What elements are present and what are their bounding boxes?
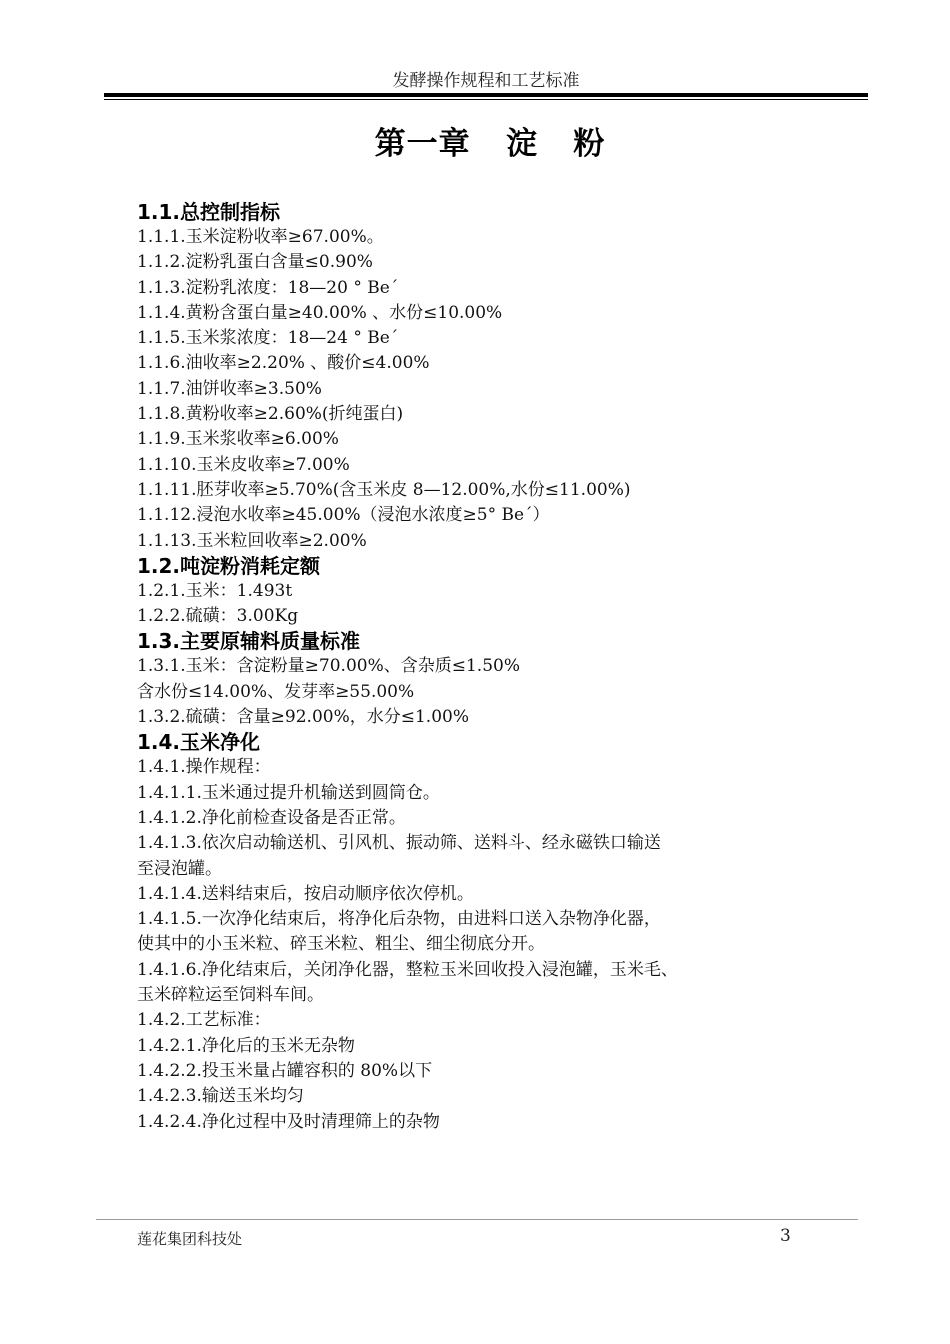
body-line: 1.4.1.6.净化结束后，关闭净化器，整粒玉米回收投入浸泡罐，玉米毛、 — [137, 959, 678, 980]
body-line: 1.4.1.3.依次启动输送机、引风机、振动筛、送料斗、经永磁铁口输送 — [137, 833, 661, 854]
body-line: 1.4.1.操作规程： — [137, 757, 271, 778]
footer-organization: 莲花集团科技处 — [137, 1230, 243, 1248]
body-line: 1.1.10.玉米皮收率≥7.00% — [137, 454, 350, 475]
body-line: 1.1.3.淀粉乳浓度：18—20 ° Be´ — [137, 277, 399, 298]
body-line: 1.4.2.4.净化过程中及时清理筛上的杂物 — [137, 1111, 440, 1132]
section-heading: 1.4.玉米净化 — [137, 730, 261, 755]
chapter-title: 第一章 淀 粉 — [374, 126, 606, 162]
body-line: 1.1.12.浸泡水收率≥45.00%（浸泡水浓度≥5° Be´） — [137, 505, 550, 526]
footer-rule — [96, 1219, 858, 1220]
section-heading: 1.1.总控制指标 — [137, 200, 281, 224]
body-line: 1.2.2.硫磺：3.00Kg — [137, 606, 299, 627]
body-line: 1.1.6.油收率≥2.20% 、酸价≤4.00% — [137, 353, 430, 374]
body-line: 1.4.2.2.投玉米量占罐容积的 80%以下 — [137, 1060, 433, 1081]
body-line: 含水份≤14.00%、发芽率≥55.00% — [137, 681, 415, 702]
body-line: 1.4.1.4.送料结束后，按启动顺序依次停机。 — [137, 883, 474, 904]
body-line: 1.3.1.玉米：含淀粉量≥70.00%、含杂质≤1.50% — [137, 656, 520, 677]
running-header: 发酵操作规程和工艺标准 — [392, 71, 580, 91]
body-line: 1.2.1.玉米：1.493t — [137, 580, 293, 601]
body-line: 1.1.4.黄粉含蛋白量≥40.00% 、水份≤10.00% — [137, 302, 503, 323]
body-line: 1.4.2.1.净化后的玉米无杂物 — [137, 1035, 355, 1056]
body-line: 1.4.2.工艺标准： — [137, 1010, 271, 1031]
document-body — [137, 200, 857, 1135]
header-rule — [104, 93, 868, 97]
section-heading: 1.3.主要原辅料质量标准 — [137, 629, 361, 654]
section-heading: 1.2.吨淀粉消耗定额 — [137, 553, 321, 578]
body-line: 至浸泡罐。 — [137, 858, 222, 879]
body-line: 1.4.1.5.一次净化结束后，将净化后杂物，由进料口送入杂物净化器， — [137, 909, 661, 930]
body-line: 1.1.7.油饼收率≥3.50% — [137, 378, 322, 399]
page-number: 3 — [780, 1226, 791, 1246]
body-line: 1.1.1.玉米淀粉收率≥67.00%。 — [137, 227, 384, 247]
body-line: 1.3.2.硫磺：含量≥92.00%，水分≤1.00% — [137, 707, 469, 728]
body-line: 1.1.8.黄粉收率≥2.60%(折纯蛋白) — [137, 404, 404, 425]
body-line: 1.1.2.淀粉乳蛋白含量≤0.90% — [137, 252, 373, 273]
body-line: 1.4.1.1.玉米通过提升机输送到圆筒仓。 — [137, 782, 440, 803]
header-rule-thin — [104, 99, 868, 100]
body-line: 玉米碎粒运至饲料车间。 — [137, 985, 324, 1006]
body-line: 1.1.9.玉米浆收率≥6.00% — [137, 429, 339, 450]
body-line: 使其中的小玉米粒、碎玉米粒、粗尘、细尘彻底分开。 — [137, 934, 545, 955]
body-line: 1.1.5.玉米浆浓度：18—24 ° Be´ — [137, 328, 399, 349]
body-line: 1.4.2.3.输送玉米均匀 — [137, 1086, 304, 1107]
body-line: 1.1.13.玉米粒回收率≥2.00% — [137, 530, 367, 551]
body-line: 1.1.11.胚芽收率≥5.70%(含玉米皮 8—12.00%,水份≤11.00%) — [137, 479, 631, 500]
body-line: 1.4.1.2.净化前检查设备是否正常。 — [137, 807, 406, 828]
